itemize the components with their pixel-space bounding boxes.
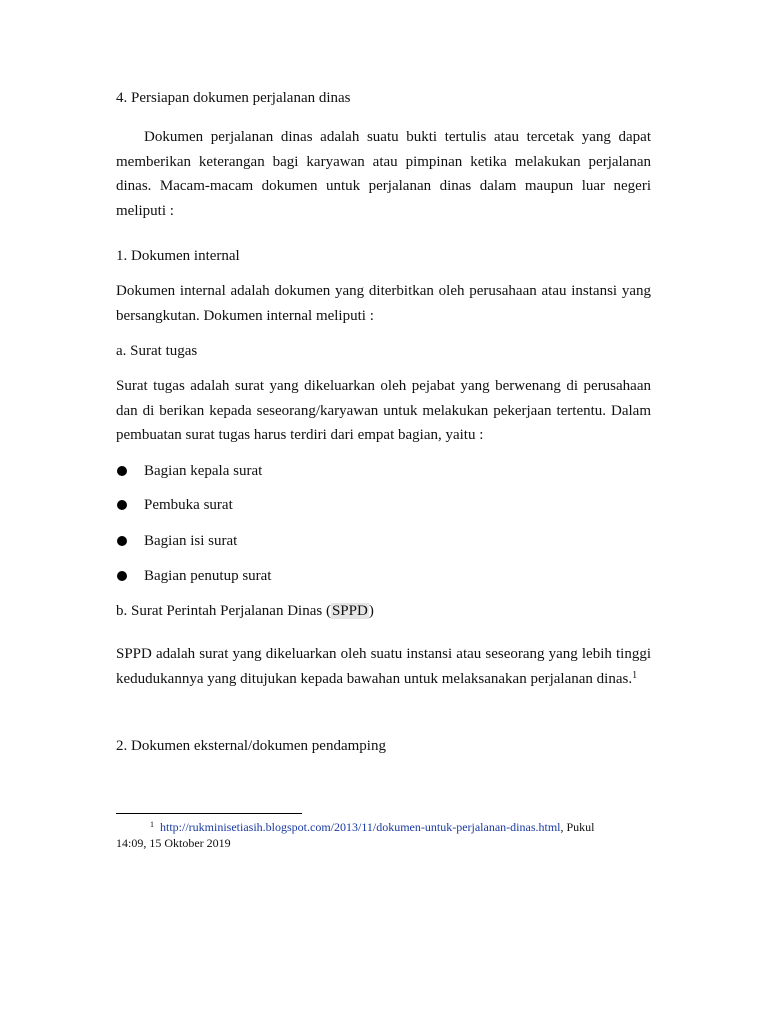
list-item-label: Pembuka surat	[144, 497, 233, 513]
bullet-icon	[117, 536, 127, 546]
internal-paragraph: Dokumen internal adalah dokumen yang diterbitkan oleh perusahaan atau instansi yang bersangkutan. Dokumen internal meliputi :	[116, 283, 651, 324]
footnote-after-url: , Pukul	[560, 820, 595, 834]
sppd-paragraph	[116, 642, 651, 691]
list-item	[116, 461, 616, 481]
heading-dokumen-internal: 1. Dokumen internal	[116, 248, 240, 264]
list-item-label: Bagian isi surat	[144, 533, 238, 549]
bullet-icon	[117, 466, 127, 476]
list-item-label: Bagian kepala surat	[144, 463, 263, 479]
footnote-link[interactable]: http://rukminisetiasih.blogspot.com/2013/11/dokumen-untuk-perjalanan-dinas.html	[160, 820, 561, 834]
list-item-label: Bagian penutup surat	[144, 568, 272, 584]
heading-sppd-suffix: )	[368, 603, 374, 619]
footnote-separator	[116, 813, 302, 814]
footnote	[116, 820, 656, 851]
list-item	[116, 566, 616, 586]
intro-paragraph: Dokumen perjalanan dinas adalah suatu bukti tertulis atau tercetak yang dapat memberikan keterangan bagi karyawan atau pimpinan ketika melakukan perjalanan dinas. Macam-macam dokumen untuk perjalanan dinas dalam maupun luar negeri meliputi :	[116, 129, 651, 219]
footnote-reference[interactable]: 1	[632, 669, 638, 681]
sppd-paragraph-text: SPPD adalah surat yang dikeluarkan oleh suatu instansi atau seseorang yang lebih tinggi kedudukannya yang ditujukan kepada bawahan untuk melaksanakan perjalanan dinas.	[116, 646, 651, 687]
heading-sppd-prefix: b. Surat Perintah Perjalanan Dinas (	[116, 603, 331, 619]
heading-dokumen-eksternal: 2. Dokumen eksternal/dokumen pendamping	[116, 738, 386, 754]
list-item	[116, 495, 616, 515]
heading-sppd	[116, 599, 651, 624]
list-item	[116, 531, 616, 551]
section-heading: 4. Persiapan dokumen perjalanan dinas	[116, 90, 351, 106]
bullet-icon	[117, 571, 127, 581]
heading-surat-tugas: a. Surat tugas	[116, 343, 198, 359]
surat-tugas-paragraph: Surat tugas adalah surat yang dikeluarkan oleh pejabat yang berwenang di perusahaan dan di berikan kepada seseorang/karyawan untuk melakukan pekerjaan tertentu. Dalam pembuatan surat tugas harus terdiri dari empat bagian, yaitu :	[116, 378, 651, 443]
bullet-icon	[117, 500, 127, 510]
footnote-mark: 1	[150, 820, 154, 829]
sppd-highlight: SPPD	[331, 603, 368, 619]
footnote-line2: 14:09, 15 Oktober 2019	[116, 835, 231, 850]
